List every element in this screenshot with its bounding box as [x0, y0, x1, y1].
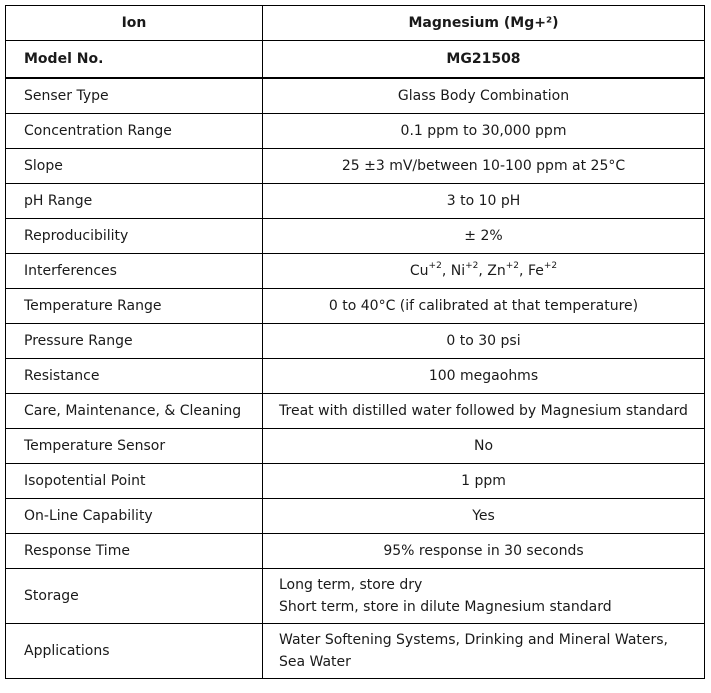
row-value: 100 megaohms: [263, 359, 705, 394]
table-row: [6, 114, 705, 149]
ion-charge: +2: [543, 261, 558, 271]
ion-separator: ,: [519, 263, 528, 279]
row-label: Reproducibility: [6, 219, 263, 254]
table-row: [6, 78, 705, 114]
table-row: [6, 499, 705, 534]
row-label: Isopotential Point: [6, 464, 263, 499]
row-value: No: [263, 429, 705, 464]
table-row: [6, 359, 705, 394]
row-value: 3 to 10 pH: [263, 184, 705, 219]
row-label: pH Range: [6, 184, 263, 219]
table-row: [6, 534, 705, 569]
row-value: 1 ppm: [263, 464, 705, 499]
row-label: Temperature Range: [6, 289, 263, 324]
row-value: 25 ±3 mV/between 10-100 ppm at 25°C: [263, 149, 705, 184]
row-value: 95% response in 30 seconds: [263, 534, 705, 569]
ion-separator: ,: [478, 263, 488, 279]
storage-value: [263, 569, 705, 624]
spec-table: [5, 5, 705, 679]
row-label: Senser Type: [6, 78, 263, 114]
table-row: [6, 429, 705, 464]
storage-line: Short term, store in dilute Magnesium standard: [279, 599, 612, 615]
row-label: Slope: [6, 149, 263, 184]
table-row: [6, 184, 705, 219]
model-label: Model No.: [6, 41, 263, 79]
header-ion-value: Magnesium (Mg+²): [263, 6, 705, 41]
row-label: Concentration Range: [6, 114, 263, 149]
table-row: [6, 289, 705, 324]
row-value: 0 to 40°C (if calibrated at that temperature): [263, 289, 705, 324]
table-row: [6, 254, 705, 289]
row-value: 0 to 30 psi: [263, 324, 705, 359]
row-label: Interferences: [6, 254, 263, 289]
ion-symbol: Cu: [409, 263, 429, 279]
storage-row: [6, 569, 705, 624]
row-value: ± 2%: [263, 219, 705, 254]
table-row: [6, 149, 705, 184]
storage-label: Storage: [6, 569, 263, 624]
row-value: Treat with distilled water followed by Magnesium standard: [263, 394, 705, 429]
interferences-value: [263, 254, 705, 289]
ion-symbol: Zn: [487, 263, 506, 279]
row-value: Glass Body Combination: [263, 78, 705, 114]
table-row: [6, 324, 705, 359]
table-row: [6, 464, 705, 499]
header-ion-label: Ion: [6, 6, 263, 41]
ion-separator: ,: [441, 263, 451, 279]
applications-value: [263, 624, 705, 679]
ion-symbol: Fe: [527, 263, 544, 279]
applications-line: Water Softening Systems, Drinking and Mineral Waters,: [279, 632, 668, 648]
row-value: 0.1 ppm to 30,000 ppm: [263, 114, 705, 149]
ion-charge: +2: [428, 261, 442, 271]
table-header-row: [6, 6, 705, 41]
row-value: Yes: [263, 499, 705, 534]
storage-line: Long term, store dry: [279, 577, 423, 593]
applications-row: [6, 624, 705, 679]
row-label: Resistance: [6, 359, 263, 394]
applications-label: Applications: [6, 624, 263, 679]
ion-charge: +2: [505, 261, 520, 271]
ion-charge: +2: [465, 261, 479, 271]
applications-line: Sea Water: [279, 654, 351, 670]
row-label: On-Line Capability: [6, 499, 263, 534]
model-value: MG21508: [263, 41, 705, 79]
model-row: [6, 41, 705, 79]
ion-symbol: Ni: [450, 263, 466, 279]
table-row: [6, 394, 705, 429]
row-label: Temperature Sensor: [6, 429, 263, 464]
row-label: Response Time: [6, 534, 263, 569]
table-row: [6, 219, 705, 254]
row-label: Care, Maintenance, & Cleaning: [6, 394, 263, 429]
row-label: Pressure Range: [6, 324, 263, 359]
